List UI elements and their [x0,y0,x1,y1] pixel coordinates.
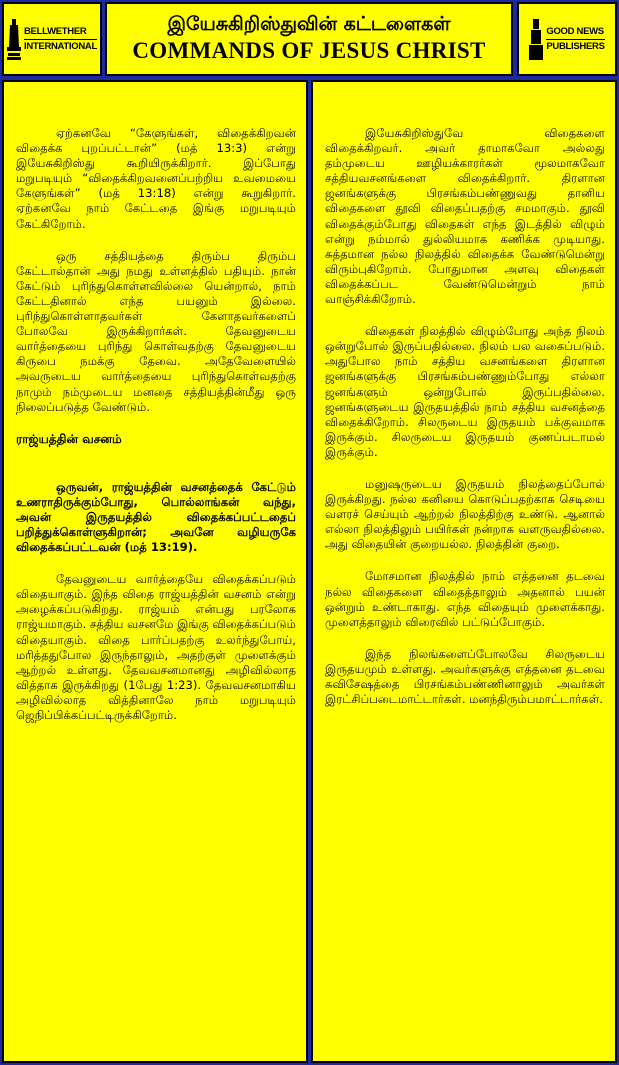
bellwether-logo [2,2,102,76]
right-paragraph-5: இந்த நிலங்களைப்போலவே சிலருடைய இருதயமும் உள்ளது. அவர்களுக்கு எத்தனை தடவை சுவிசேஷத்தை பிரசங்கம்பண்ணினாலும் அவர்கள் இரட்சிப்படைமாட்டார்கள். மனந்திரும்பமாட்டார்கள். [325,646,605,707]
scripture-quote: ஒருவன், ராஜ்யத்தின் வசனத்தைக் கேட்டும் உணராதிருக்கும்போது, பொல்லாங்கன் வந்து, அவன் இருதயத்தில் விதைக்கப்பட்டதைப் பறித்துக்கொள்ளுகிறான்; அவனே வழியருகே விதைக்கப்பட்டவன் (மத் 13:19). [16,479,296,555]
header [2,2,617,76]
left-paragraph-3: தேவனுடைய வார்த்தையே விதைக்கப்படும் விதையாகும். இந்த விதை ராஜ்யத்தின் வசனம் என்று அழைக்கப்படுகிறது. ராஜ்யம் என்பது பரலோக ராஜ்யமாகும். சத்திய வசனமே இங்கு விதைக்கப்படும் விதையாகும். விதை பார்ப்பதற்கு உலர்ந்துபோய், மரித்ததுபோல இருந்தாலும், அதற்குள் முளைக்கும் ஆற்றல் உள்ளது. தேவவசனமானது அழிவில்லாத வித்தாக இருக்கிறது (1பேது 1:23). தேவவசனமாகிய அழிவில்லாத வித்தினாலே நாம் மறுபடியும் ஜெநிப்பிக்கப்பட்டிருக்கிறோம். [16,572,296,722]
title-box [105,2,513,76]
left-paragraph-1: ஏற்கனவே “கேளுங்கள், விதைக்கிறவன் விதைக்க புறப்பட்டான்” (மத் 13:3) என்று இயேசுகிறிஸ்து கூறியிருக்கிறார். இப்போது மறுபடியும் “விதைக்கிறவனைப்பற்றிய உவமையை கேளுங்கள்” (மத் 13:18) என்று கூறுகிறார். ஏற்கனவே நாம் கேட்டதை இங்கு மறுபடியும் கேட்கிறோம். [16,126,296,231]
page-title-english: COMMANDS OF JESUS CHRIST [132,38,486,63]
good-news-logo-text [546,25,604,54]
right-paragraph-2: விதைகள் நிலத்தில் விழும்போது அந்த நிலம் ஒன்றுபோல் இருப்பதில்லை. நிலம் பல வகைப்படும். அதுபோல நாம் சத்திய வசனங்களை திரளான ஜனங்களுக்கு பிரசங்கம்பண்ணும்போது எல்லா ஜனங்களும் ஒன்றுபோல் இருப்பதில்லை. ஜனங்களுடைய இருதயத்தில் நாம் சத்திய வசனத்தை விதைக்கிறோம். சிலருடைய இருதயம் பக்குவமாக இருக்கும். சிலருடைய இருதயம் குணப்படாமல் இருக்கும். [325,324,605,459]
good-news-logo-line1: GOOD NEWS [546,25,604,40]
page-title-tamil: இயேசுகிறிஸ்துவின் கட்டளைகள் [167,13,451,35]
left-column [2,80,308,1063]
lamp-icon [7,17,21,61]
bellwether-logo-line1: BELLWETHER [24,25,97,40]
left-paragraph-2: ஒரு சத்தியத்தை திரும்ப திரும்ப கேட்டால்தான் அது நமது உள்ளத்தில் பதியும். நான் கேட்டும் புரிந்துகொள்ளவில்லை யென்றால், நாம் கேட்டதினால் எந்த பயனும் இல்லை. புரிந்துகொள்ளாதவர்கள் கேளாதவர்களைப் போலவே இருக்கிறார்கள். தேவனுடைய வார்த்தையை புரிந்து கொள்வதற்கு தேவனுடைய கிருபை நமக்கு தேவை. அதேவேளையில் அவருடைய வார்த்தையை புரிந்துகொள்வதற்கு நாமும் நம்முடைய மனதை சத்தியத்தின்மீது ஒரு நிலைப்படுத்த வேண்டும். [16,248,296,414]
right-paragraph-4: மோசமான நிலத்தில் நாம் எத்தனை தடவை நல்ல விதைகளை விதைத்தாலும் அதனால் பயன் ஒன்றும் உண்டாகாது. எந்த விதையும் முளைக்காது. முளைத்தாலும் விரைவில் பட்டுப்போகும். [325,569,605,629]
bellwether-logo-line2: INTERNATIONAL [24,40,97,52]
right-column [311,80,617,1063]
section-heading: ராஜ்யத்தின் வசனம் [16,431,122,446]
right-paragraph-3: மனுஷருடைய இருதயம் நிலத்தைப்போல் இருக்கிறது. நல்ல கனியை கொடுப்பதற்காக செடியை வளரச் செய்யும் ஆற்றல் நிலத்திற்கு உண்டு. ஆனால் எல்லா நிலத்திலும் பயிர்கள் நன்றாக வளருவதில்லை. அது விதையின் குறையல்ல. நிலத்தின் குறை. [325,476,605,552]
book-tower-icon [529,17,543,61]
good-news-logo-line2: PUBLISHERS [546,40,605,52]
bellwether-logo-text [24,25,97,54]
good-news-logo [517,2,617,76]
right-paragraph-1: இயேசுகிறிஸ்துவே விதைகளை விதைக்கிறவர். அவர் தாமாகவோ அல்லது தம்முடைய ஊழியக்காரர்கள் மூலமாகவோ சத்தியவசனங்களை விதைக்கிறார். திரளான ஜனங்களுக்கு பிரசங்கம்பண்ணுவது தானிய விதைகளை தூவி விதைப்பதற்கு சமமாகும். தூவி விதைக்கும்போது விதைகள் எந்த இடத்தில் விழும் என்று நம்மால் துல்லியமாக கணிக்க முடியாது. சுத்தமான நல்ல நிலத்தில் விதைக்க வேண்டுமென்று விரும்புகிறோம். போதுமான அளவு விதைகள் விதைக்கப்பட வேண்டுமென்றும் நாம் வாஞ்சிக்கிறோம். [325,126,605,307]
